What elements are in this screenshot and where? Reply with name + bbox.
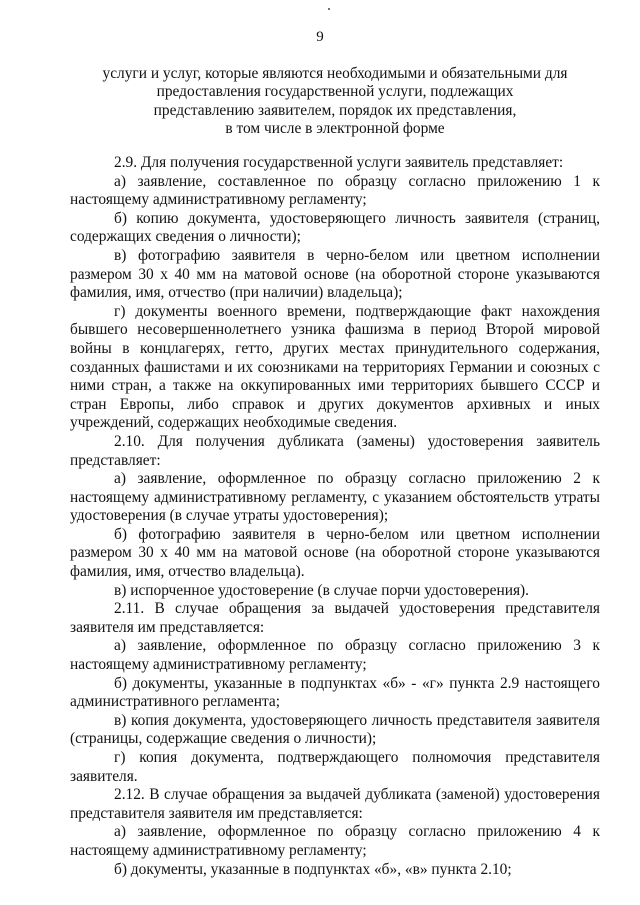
paragraph-2-12-b: б) документы, указанные в подпунктах «б», «в» пункта 2.10; [114,860,512,878]
paragraph-2-9-b: б) копию документа, удостоверяющего личность заявителя (страниц, содержащих сведения о личности); [70,209,600,246]
document-body [70,154,600,879]
paragraph-2-9-g: г) документы военного времени, подтверждающие факт нахождения бывшего несовершеннолетнего узника фашизма в период Второй мировой войны в концлагерях, гетто, других местах принудительного содержания, созданных фашистами и их союзниками на территориях Германии и союзных с ними стран, а также на оккупированных ими территориях бывшего СССР и стран Европы, либо справок и других документов архивных и иных учреждений, содержащих необходимые сведения. [70,302,600,432]
heading-line: в том числе в электронной форме [225,119,445,137]
paragraph-2-11: 2.11. В случае обращения за выдачей удостоверения представителя заявителя им представляется: [70,600,600,636]
heading-line: предоставления государственной услуги, подлежащих [156,83,514,101]
paragraph-2-9-v: в) фотографию заявителя в черно-белом или цветном исполнении размером 30 х 40 мм на матовой основе (на оборотной стороне указываются фамилия, имя, отчество (при наличии) владельца); [70,246,600,302]
heading-line: услуги и услуг, которые являются необходимыми и обязательными для [102,65,568,82]
scan-dot [328,8,330,10]
paragraph-2-11-g: г) копия документа, подтверждающего полномочия представителя заявителя. [70,749,600,785]
paragraph-2-10: 2.10. Для получения дубликата (замены) удостоверения заявитель представляет: [70,432,600,469]
paragraph-2-10-a: а) заявление, оформленное по образцу согласно приложению 2 к настоящему административному регламенту, с указанием обстоятельств утраты удостоверения (в случае утраты удостоверения); [70,470,600,525]
paragraph-2-10-v: в) испорченное удостоверение (в случае порчи удостоверения). [114,581,530,599]
paragraph-2-12: 2.12. В случае обращения за выдачей дубликата (заменой) удостоверения представителя заявителя им представляется: [70,786,600,822]
paragraph-2-11-a: а) заявление, оформленное по образцу согласно приложению 3 к настоящему административному регламенту; [70,637,600,674]
paragraph-2-12-a: а) заявление, оформленное по образцу согласно приложению 4 к настоящему административному регламенту; [70,823,600,859]
paragraph-2-11-v: в) копия документа, удостоверяющего личность представителя заявителя (страницы, содержащие сведения о личности); [70,711,600,748]
paragraph-2-10-b: б) фотографию заявителя в черно-белом или цветном исполнении размером 30 х 40 мм на матовой основе (на оборотной стороне указываются фамилия, имя, отчество владельца). [70,525,600,581]
heading-line: представлению заявителем, порядок их представления, [153,101,517,119]
page-number: 9 [316,29,324,45]
section-heading [70,65,600,138]
paragraph-2-9: 2.9. Для получения государственной услуги заявитель представляет: [114,154,564,171]
paragraph-2-11-b: б) документы, указанные в подпунктах «б» - «г» пункта 2.9 настоящего административного регламента; [70,674,600,711]
paragraph-2-9-a: а) заявление, составленное по образцу согласно приложению 1 к настоящему административному регламенту; [70,172,600,209]
